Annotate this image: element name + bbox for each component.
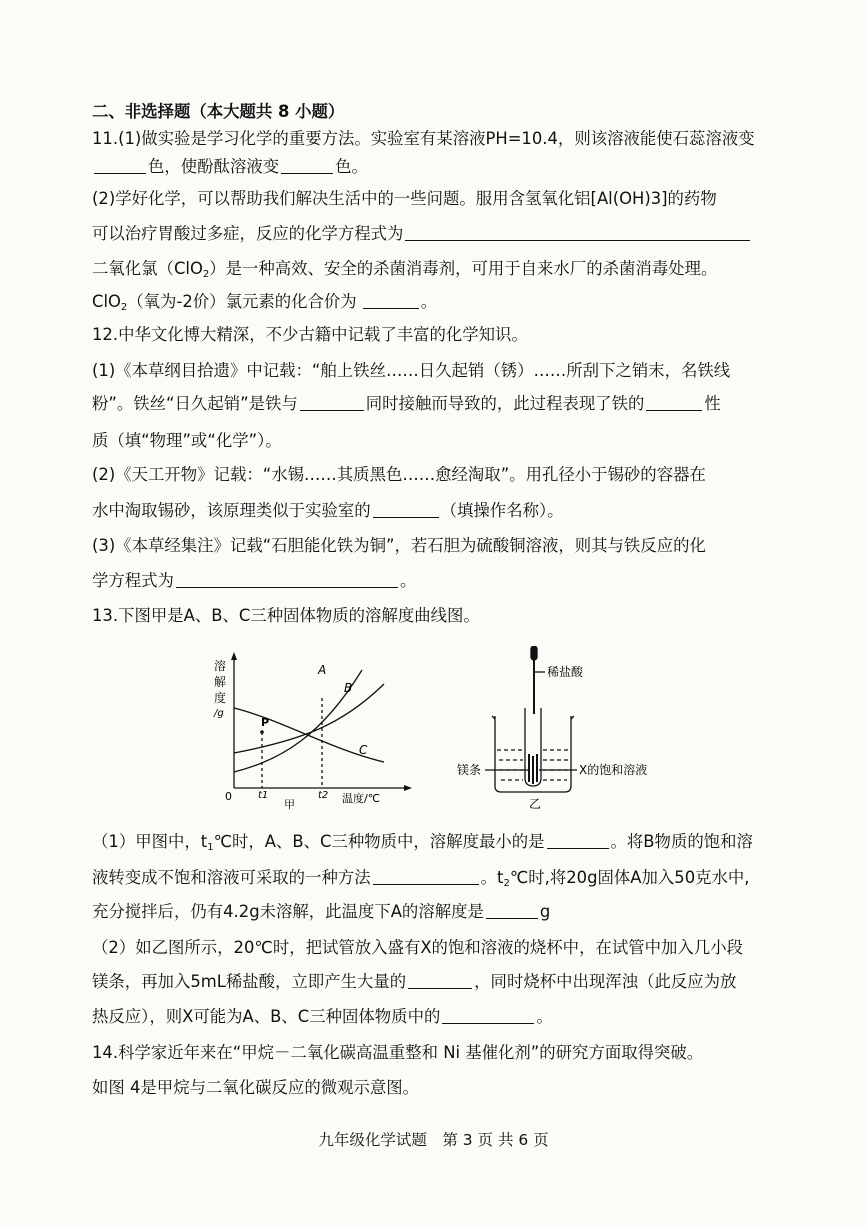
q12-line-5: (2)《天工开物》记载：“水锡……其质黑色……愈经淘取”。用孔径小于锡砂的容器在 — [92, 465, 706, 484]
label-dilute-hcl: 稀盐酸 — [547, 665, 584, 679]
q13-text: g — [539, 902, 551, 921]
curve-a — [234, 670, 362, 772]
q11-line-2 — [92, 155, 368, 179]
origin-label: 0 — [225, 790, 232, 803]
y-label: 解 — [214, 675, 227, 689]
q12-text: 。 — [399, 571, 417, 590]
curve-c-label: C — [359, 743, 368, 757]
answer-blank[interactable] — [300, 392, 364, 411]
q14-line-2: 如图 4是甲烷与二氧化碳反应的微观示意图。 — [92, 1078, 420, 1097]
answer-blank[interactable] — [547, 830, 609, 849]
answer-blank[interactable] — [408, 970, 472, 989]
q12-text: 同时接触而导致的，此过程表现了铁的 — [365, 394, 645, 413]
q11-line-1: 11.(1)做实验是学习化学的重要方法。实验室有某溶液PH=10.4，则该溶液能使石蕊溶液变 — [92, 129, 755, 148]
q13-text: ℃时,将20g固体A加入50克水中, — [509, 868, 750, 887]
q12-line-2: (1)《本草纲目拾遗》中记载：“舶上铁丝……日久起销（锈）……所刮下之销末，名铁线 — [92, 361, 731, 380]
x-label: 温度/℃ — [342, 792, 381, 805]
q11-line-3: (2)学好化学，可以帮助我们解决生活中的一些问题。服用含氢氧化铝[Al(OH)3]的药物 — [92, 189, 717, 208]
q11-line-5 — [92, 257, 717, 287]
dropper-bulb — [531, 646, 537, 660]
q13-part2-line-3 — [92, 1005, 553, 1029]
q13-part1-line-1 — [92, 830, 753, 860]
figure-caption-yi: 乙 — [529, 797, 542, 811]
q13-part2-line-1: （2）如乙图所示，20℃时，把试管放入盛有X的饱和溶液的烧杯中，在试管中加入几小段 — [92, 938, 743, 957]
q11-text: 可以治疗胃酸过多症，反应的化学方程式为 — [92, 224, 404, 243]
q13-text: 。 — [536, 1007, 553, 1026]
y-label: 溶 — [214, 659, 227, 673]
q13-text: （1）甲图中，t — [92, 832, 208, 851]
beaker-apparatus-figure — [445, 646, 675, 811]
q12-text: 学方程式为 — [92, 571, 174, 590]
beaker-lip — [492, 716, 574, 719]
answer-blank[interactable] — [373, 499, 439, 518]
answer-blank[interactable] — [363, 290, 419, 309]
q13-part2-line-2 — [92, 970, 736, 994]
q12-line-3 — [92, 392, 721, 416]
q11-line-6 — [92, 290, 437, 320]
answer-blank[interactable] — [405, 222, 750, 241]
q11-text: （氧为-2价）氯元素的化合价为 — [127, 292, 357, 311]
point-p-label: P — [261, 716, 270, 729]
q12-text: 性 — [704, 394, 721, 413]
q13-text: 。t — [480, 868, 504, 887]
q12-line-7: (3)《本草经集注》记载“石胆能化铁为铜”，若石胆为硫酸铜溶液，则其与铁反应的化 — [92, 536, 706, 555]
q13-text: ，同时烧杯中出现浑浊（此反应为放 — [474, 972, 737, 991]
label-x-solution: X的饱和溶液 — [579, 763, 648, 777]
q12-text: 粉”。铁丝“日久起销”是铁与 — [92, 394, 298, 413]
curve-b-label: B — [344, 681, 353, 695]
q12-text: 水中淘取锡砂，该原理类似于实验室的 — [92, 501, 371, 520]
q13-text: 充分搅拌后，仍有4.2g未溶解，此温度下A的溶解度是 — [92, 902, 484, 921]
q13-part1-line-3 — [92, 900, 550, 924]
label-magnesium: 镁条 — [457, 763, 482, 777]
subscript: 2 — [503, 878, 510, 889]
q13-line-1: 13.下图甲是A、B、C三种固体物质的溶解度曲线图。 — [92, 606, 480, 625]
q12-line-1: 12.中华文化博大精深，不少古籍中记载了丰富的化学知识。 — [92, 325, 528, 344]
q13-text: 镁条，再加入5mL稀盐酸，立即产生大量的 — [92, 972, 407, 991]
curve-a-label: A — [318, 663, 327, 677]
y-label: 度 — [214, 691, 227, 705]
q12-text: （填操作名称）。 — [440, 501, 564, 520]
solubility-curve-figure — [212, 650, 422, 810]
answer-blank[interactable] — [486, 900, 538, 919]
x-axis-arrow — [404, 785, 412, 791]
q14-line-1: 14.科学家近年来在“甲烷－二氧化碳高温重整和 Ni 基催化剂”的研究方面取得突破。 — [92, 1043, 704, 1062]
y-axis-arrow — [231, 652, 237, 660]
answer-blank[interactable] — [646, 392, 702, 411]
y-label: /g — [214, 708, 224, 719]
figure-caption-jia: 甲 — [284, 798, 295, 810]
q11-text: 色。 — [335, 157, 368, 176]
q12-line-6 — [92, 499, 564, 523]
q13-text: 液转变成不饱和溶液可采取的一种方法 — [92, 868, 371, 887]
section-title: 二、非选择题（本大题共 8 小题） — [92, 102, 345, 121]
q11-text: 。 — [420, 292, 438, 311]
subscript: 1 — [207, 842, 214, 853]
q11-line-4 — [92, 222, 752, 246]
subscript: 2 — [202, 269, 210, 280]
magnesium-strips — [529, 754, 537, 784]
q12-line-8 — [92, 569, 416, 593]
q13-text: ℃时，A、B、C三种物质中，溶解度最小的是 — [213, 832, 545, 851]
answer-blank[interactable] — [94, 155, 146, 174]
q13-part1-line-2 — [92, 866, 750, 896]
q11-text: 色，使酚酞溶液变 — [148, 157, 280, 176]
answer-blank[interactable] — [373, 866, 479, 885]
q11-text: 二氧化氯（ClO — [92, 259, 203, 278]
answer-blank[interactable] — [176, 569, 398, 588]
subscript: 2 — [120, 302, 128, 313]
q11-text: ）是一种高效、安全的杀菌消毒剂，可用于自来水厂的杀菌消毒处理。 — [209, 259, 718, 278]
t1-label: t1 — [258, 790, 269, 801]
q13-text: 。将B物质的饱和溶 — [610, 832, 753, 851]
q12-line-4: 质（填“物理”或“化学”）。 — [92, 431, 282, 450]
t2-label: t2 — [318, 790, 329, 801]
answer-blank[interactable] — [442, 1005, 534, 1024]
answer-blank[interactable] — [281, 155, 333, 174]
point-p — [260, 730, 264, 734]
q11-text: ClO — [92, 292, 121, 311]
q13-text: 热反应），则X可能为A、B、C三种固体物质中的 — [92, 1007, 441, 1026]
page-footer: 九年级化学试题 第 3 页 共 6 页 — [318, 1131, 549, 1149]
